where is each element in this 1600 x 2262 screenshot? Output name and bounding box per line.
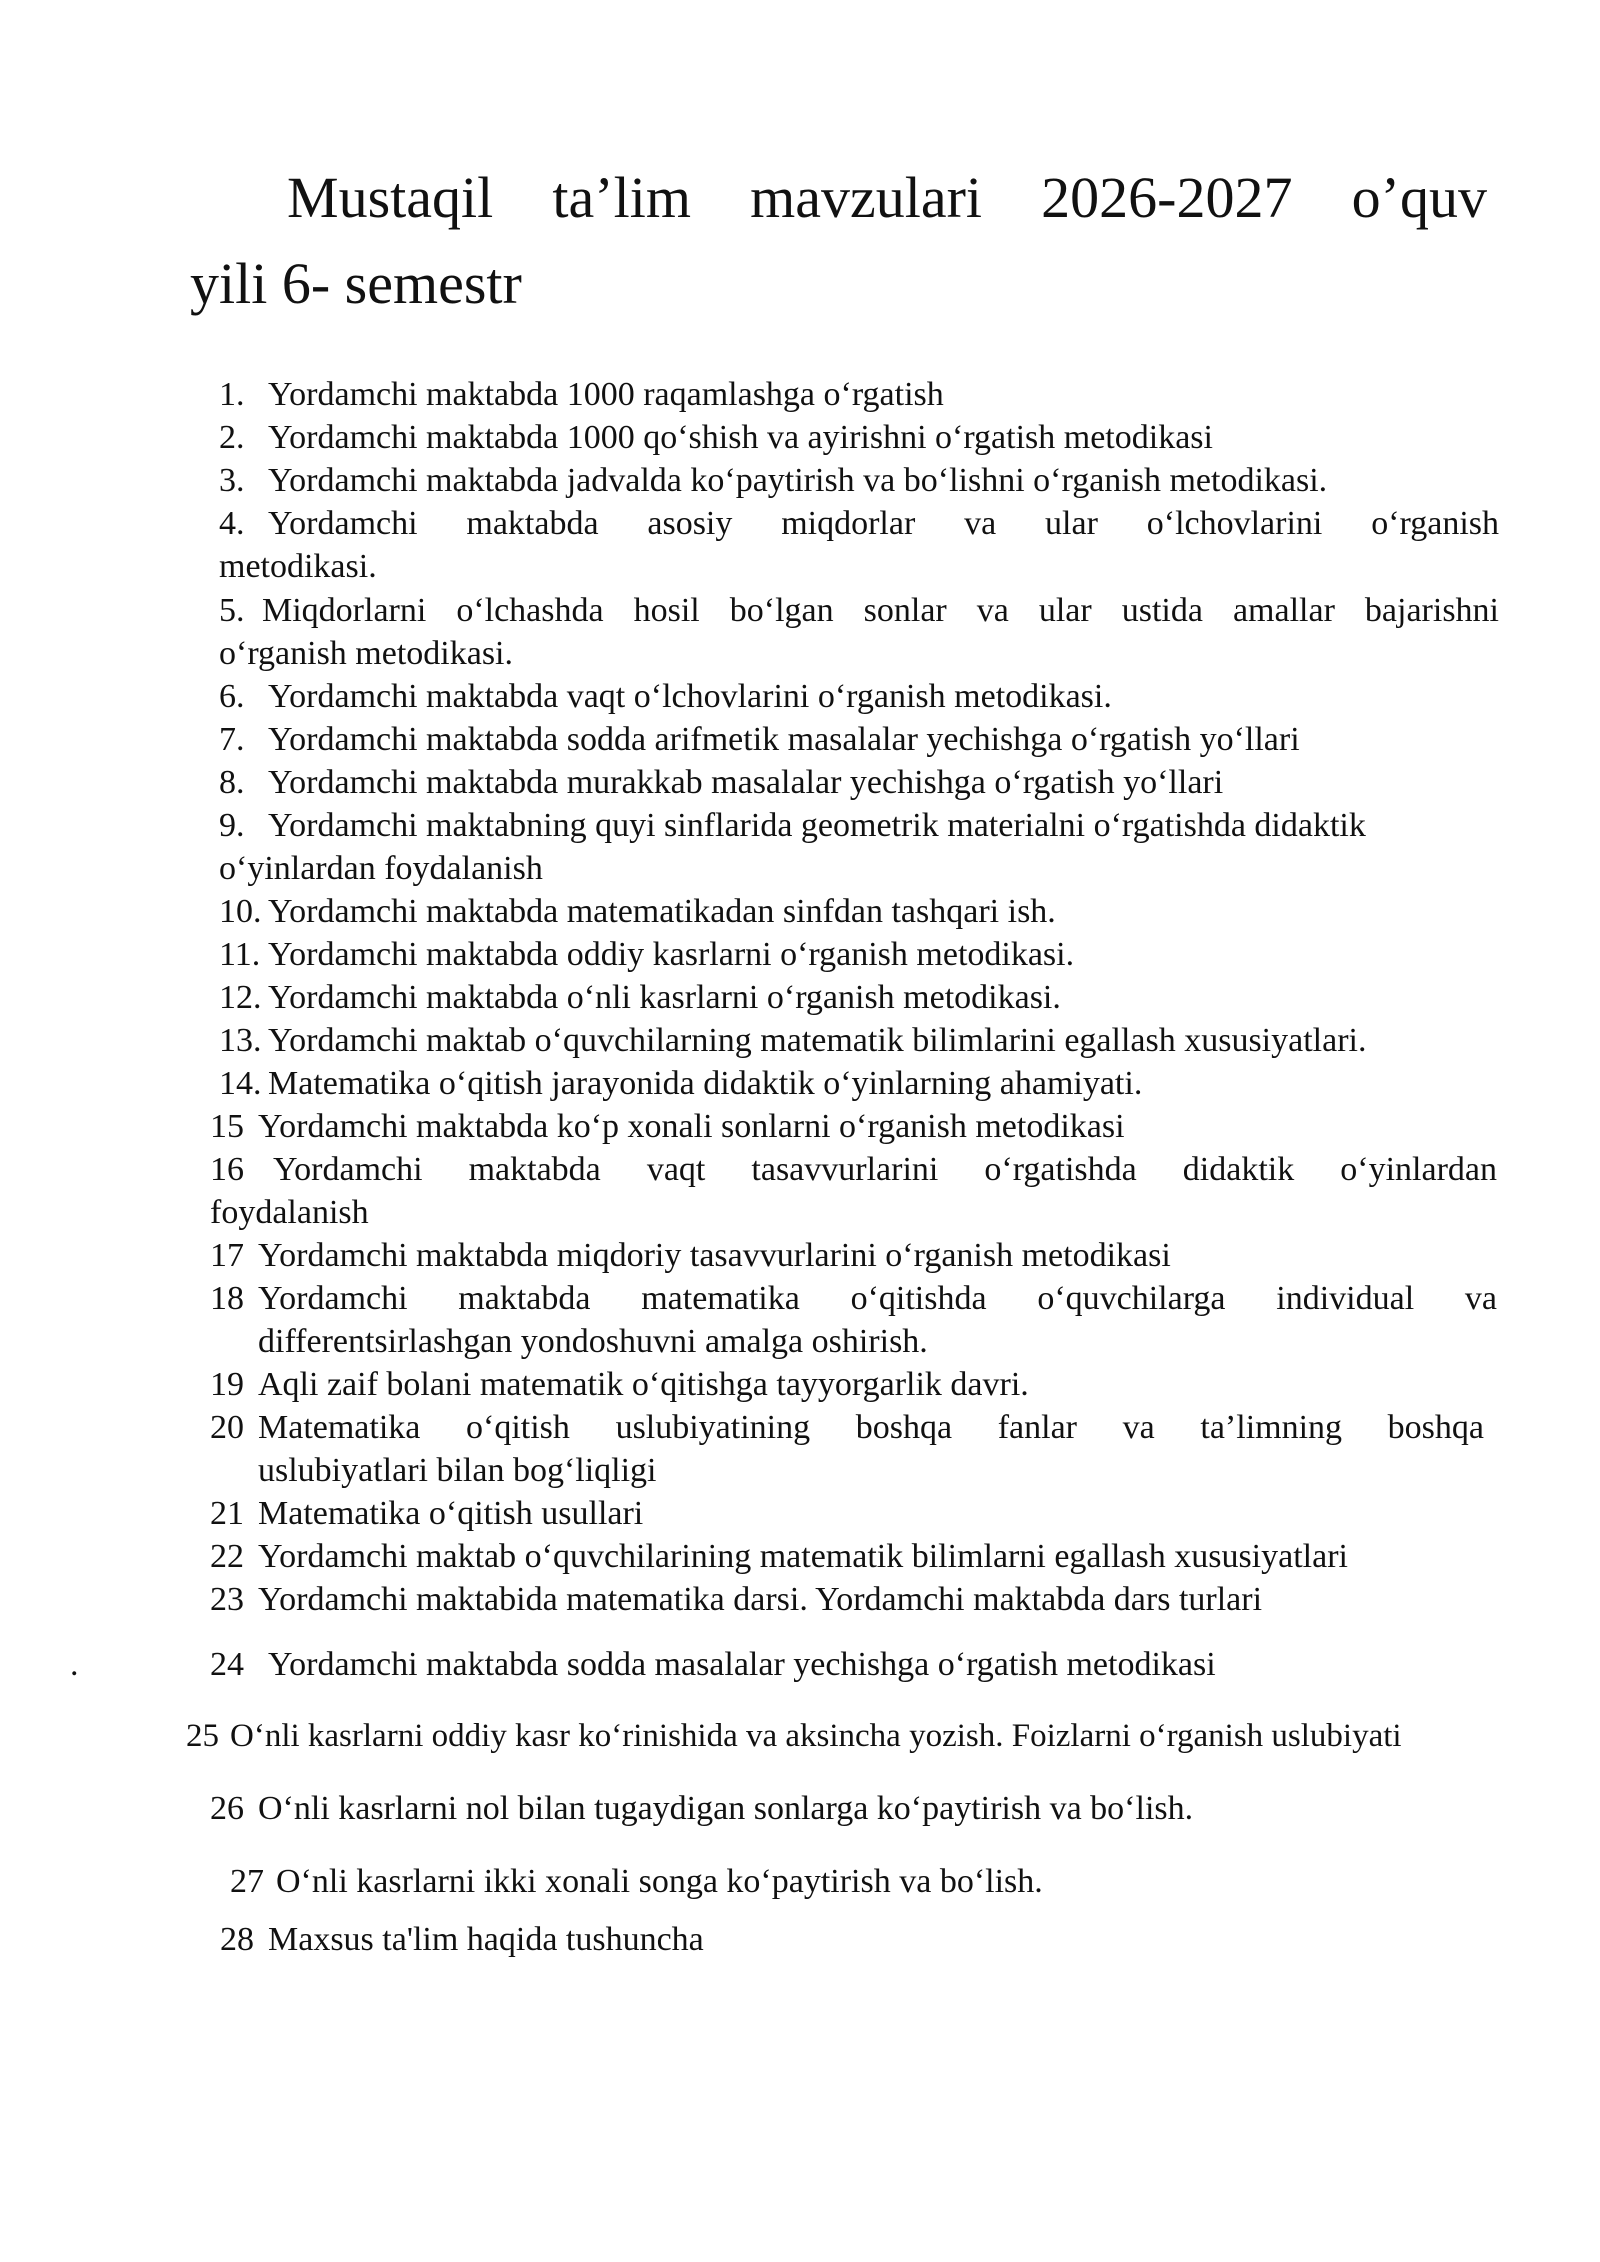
- item-number: 9.: [219, 807, 245, 844]
- item-text: Yordamchi maktabda o‘nli kasrlarni o‘rganish metodikasi.: [268, 979, 1061, 1016]
- item-text: O‘nli kasrlarni oddiy kasr ko‘rinishida va aksincha yozish. Foizlarni o‘rganish uslubiyati: [230, 1718, 1402, 1754]
- item-number: 25: [186, 1718, 219, 1754]
- stray-dot: .: [70, 1646, 79, 1683]
- item-text: Aqli zaif bolani matematik o‘qitishga tayyorgarlik davri.: [258, 1366, 1029, 1403]
- item-text-line-2: o‘yinlardan foydalanish: [219, 850, 543, 887]
- item-number: 15: [210, 1108, 244, 1145]
- item-text: Yordamchi maktabda miqdoriy tasavvurlarini o‘rganish metodikasi: [258, 1237, 1171, 1274]
- item-number: 8.: [219, 764, 245, 801]
- item-text: Maxsus ta'lim haqida tushuncha: [268, 1921, 704, 1958]
- item-number: 20: [210, 1409, 244, 1446]
- item-number: 2.: [219, 419, 245, 456]
- item-number: 12.: [219, 979, 262, 1016]
- item-number: 5.: [219, 592, 245, 629]
- item-text-line-1: Miqdorlarni o‘lchashda hosil bo‘lgan sonlar va ular ustida amallar bajarishni: [262, 592, 1499, 629]
- item-text-line-1: Yordamchi maktabning quyi sinflarida geometrik materialni o‘rgatishda didaktik: [268, 807, 1366, 844]
- item-number: 10.: [219, 893, 262, 930]
- item-text-line-2: foydalanish: [210, 1194, 369, 1231]
- item-number: 24: [210, 1646, 244, 1683]
- list-item-continuation: [219, 545, 377, 588]
- item-text-line-1: Matematika o‘qitish uslubiyatining boshqa fanlar va ta’limning boshqa: [258, 1409, 1484, 1446]
- item-number: 26: [210, 1790, 244, 1827]
- item-text-line-1: Yordamchi maktabda matematika o‘qitishda o‘quvchilarga individual va: [258, 1280, 1497, 1317]
- item-text: Yordamchi maktabda murakkab masalalar yechishga o‘rgatish yo‘llari: [268, 764, 1224, 801]
- item-text-line-1: Yordamchi maktabda asosiy miqdorlar va ular o‘lchovlarini o‘rganish: [268, 505, 1499, 542]
- item-text: Yordamchi maktabda ko‘p xonali sonlarni o‘rganish metodikasi: [258, 1108, 1125, 1145]
- title-line-2: yili 6- semestr: [190, 251, 522, 316]
- page-title: [190, 155, 1490, 327]
- item-text: Yordamchi maktab o‘quvchilarning matematik bilimlarini egallash xususiyatlari.: [268, 1022, 1367, 1059]
- item-text: O‘nli kasrlarni nol bilan tugaydigan sonlarga ko‘paytirish va bo‘lish.: [258, 1790, 1194, 1827]
- item-text: Yordamchi maktabda jadvalda ko‘paytirish va bo‘lishni o‘rganish metodikasi.: [268, 462, 1328, 499]
- list-item-continuation: [219, 632, 513, 675]
- item-text: Matematika o‘qitish usullari: [258, 1495, 644, 1532]
- title-line-1: Mustaqil ta’lim mavzulari 2026-2027 o’quv: [287, 165, 1487, 230]
- item-text: Yordamchi maktabida matematika darsi. Yordamchi maktabda dars turlari: [258, 1581, 1263, 1618]
- item-number: 22: [210, 1538, 244, 1575]
- item-text: Yordamchi maktabda 1000 raqamlashga o‘rgatish: [268, 376, 944, 413]
- item-text: O‘nli kasrlarni ikki xonali songa ko‘paytirish va bo‘lish.: [276, 1863, 1043, 1900]
- item-text: Yordamchi maktab o‘quvchilarining matematik bilimlarni egallash xususiyatlari: [258, 1538, 1348, 1575]
- item-number: 14.: [219, 1065, 262, 1102]
- item-text: Yordamchi maktabda sodda masalalar yechishga o‘rgatish metodikasi: [268, 1646, 1216, 1683]
- item-number: 11.: [219, 936, 261, 973]
- item-number: 7.: [219, 721, 245, 758]
- item-text: Yordamchi maktabda matematikadan sinfdan tashqari ish.: [268, 893, 1056, 930]
- item-number: 19: [210, 1366, 244, 1403]
- list-item-continuation: [258, 1449, 657, 1492]
- item-number: 23: [210, 1581, 244, 1618]
- list-item-continuation: [210, 1191, 369, 1234]
- item-number: 16: [210, 1151, 244, 1188]
- item-number: 1.: [219, 376, 245, 413]
- item-text: Matematika o‘qitish jarayonida didaktik o‘yinlarning ahamiyati.: [268, 1065, 1143, 1102]
- list-item-continuation: [258, 1320, 928, 1363]
- item-number: 4.: [219, 505, 245, 542]
- item-number: 21: [210, 1495, 244, 1532]
- item-number: 27: [230, 1863, 264, 1900]
- item-number: 3.: [219, 462, 245, 499]
- item-text: Yordamchi maktabda oddiy kasrlarni o‘rganish metodikasi.: [268, 936, 1075, 973]
- list-item-continuation: [219, 847, 543, 890]
- item-text-line-2: o‘rganish metodikasi.: [219, 635, 513, 672]
- item-number: 17: [210, 1237, 244, 1274]
- item-number: 18: [210, 1280, 244, 1317]
- item-text: Yordamchi maktabda 1000 qo‘shish va ayirishni o‘rgatish metodikasi: [268, 419, 1213, 456]
- item-number: 13.: [219, 1022, 262, 1059]
- item-text: Yordamchi maktabda vaqt o‘lchovlarini o‘rganish metodikasi.: [268, 678, 1112, 715]
- item-text-line-2: metodikasi.: [219, 548, 377, 585]
- item-number: 28: [220, 1921, 254, 1958]
- item-text-line-2: differentsirlashgan yondoshuvni amalga oshirish.: [258, 1323, 928, 1360]
- item-text-line-1: Yordamchi maktabda vaqt tasavvurlarini o‘rgatishda didaktik o‘yinlardan: [273, 1151, 1497, 1188]
- item-number: 6.: [219, 678, 245, 715]
- item-text: Yordamchi maktabda sodda arifmetik masalalar yechishga o‘rgatish yo‘llari: [268, 721, 1300, 758]
- item-text-line-2: uslubiyatlari bilan bog‘liqligi: [258, 1452, 657, 1489]
